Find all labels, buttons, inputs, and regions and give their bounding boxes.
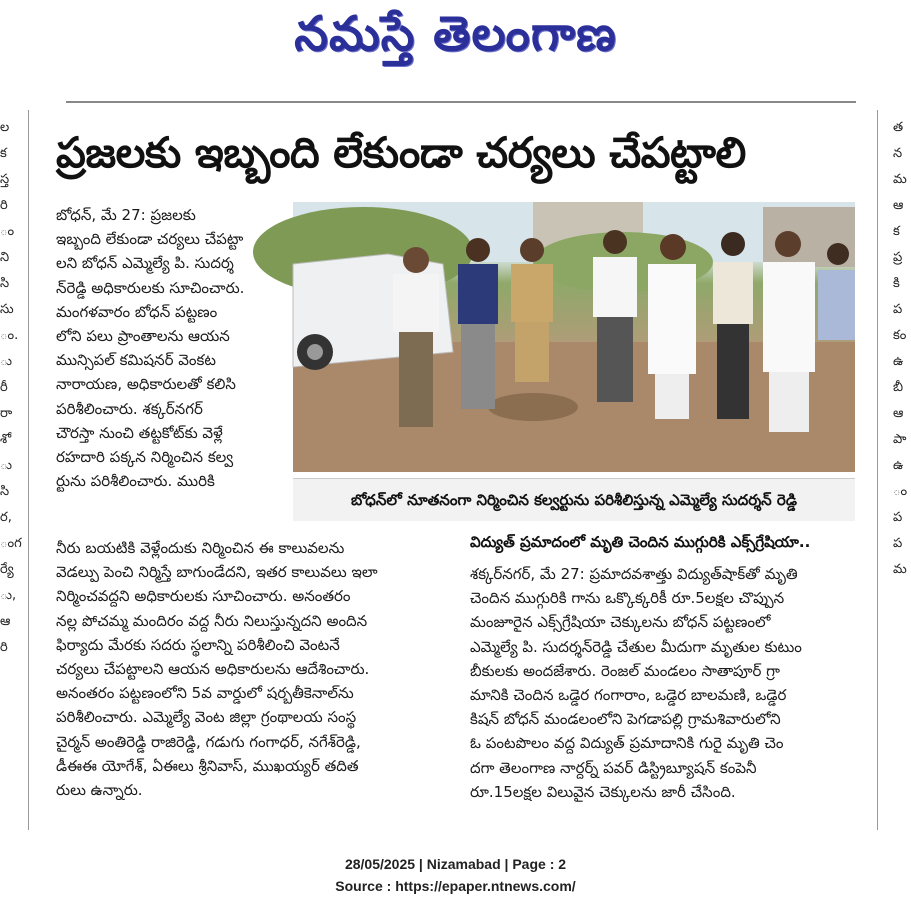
article-body-column [56, 536, 451, 802]
side-article-text-line: మానికి చెందిన ఒడ్డెర గంగారాం, ఒడ్డెర బాలమణి, ఒడ్డెర [470, 686, 787, 705]
fragment-text-line: సి [0, 484, 10, 499]
fragment-text-line: ర్యే [0, 562, 14, 577]
fragment-text-line: ప [893, 302, 903, 317]
fragment-text-line: ు [0, 458, 13, 473]
fragment-text-line: ు [0, 354, 13, 369]
fragment-text-line: రా [0, 406, 13, 421]
side-article-text-line: బీకులకు అందజేశారు. రెంజల్ మండలం సాతాపూర్ గ్రా [470, 661, 780, 680]
fragment-text-line: ప [893, 510, 903, 525]
article-text-line: లని బోధన్ ఎమ్మెల్యే పి. సుదర్శ [56, 254, 234, 273]
adjacent-article-right-fragment [893, 115, 911, 835]
fragment-text-line: న [893, 146, 903, 161]
fragment-text-line: కం [893, 328, 907, 343]
article-photo [293, 202, 855, 472]
side-article-body [470, 562, 862, 804]
fragment-text-line: ఆ [0, 614, 11, 629]
fragment-text-line: క [0, 146, 7, 161]
fragment-text-line: ల [0, 120, 10, 135]
side-article-text-line: చెందిన ముగ్గురికి గాను ఒక్కొక్కరికీ రూ.5లక్షల చొప్పున [470, 589, 785, 608]
article-text-line: రులు ఉన్నారు. [56, 781, 143, 800]
masthead [0, 0, 911, 80]
fragment-text-line: రీ [0, 380, 8, 395]
article-text-line: పరిశీలించారు. ఎమ్మెల్యే వెంట జిల్లా గ్రంథాలయ సంస్థ [56, 708, 357, 727]
fragment-text-line: ఆ [893, 198, 904, 213]
article-text-line: రహదారి పక్కన నిర్మించిన కల్వ [56, 448, 234, 467]
fragment-text-line: త [893, 120, 904, 135]
fragment-text-line: బీ [893, 380, 904, 395]
fragment-text-line: సు [0, 302, 14, 317]
fragment-text-line: ని [0, 250, 10, 265]
side-article-text-line: శక్కర్‌నగర్, మే 27: ప్రమాదవశాత్తు విద్యుత్‌షాక్‌తో మృతి [470, 565, 798, 583]
fragment-text-line: క [893, 224, 900, 239]
fragment-text-line: ం. [0, 328, 19, 343]
article-text-line: వెడల్పు పెంచి నిర్మిస్తే బాగుండేదని, ఇతర కాలువలు ఇలా [56, 563, 378, 582]
fragment-text-line: ఉ [893, 458, 904, 473]
fragment-text-line: ప్ర [893, 250, 903, 265]
fragment-text-line: ఆ [893, 406, 904, 421]
side-article-text-line: రూ.15లక్షల విలువైన చెక్కులను జారీ చేసింది. [470, 782, 736, 801]
left-column-divider [28, 110, 29, 830]
adjacent-article-left-fragment [0, 115, 22, 835]
fragment-text-line: రి [0, 198, 8, 213]
newspaper-logo: నమస్తే తెలంగాణ [294, 6, 617, 62]
source-link[interactable]: Source : https://epaper.ntnews.com/ [335, 878, 576, 894]
fragment-text-line: కి [893, 276, 900, 291]
article-text-line: నల్ల పోచమ్మ మందిరం వద్ద నీరు నిలుస్తున్నదని అందిన [56, 611, 368, 630]
page-footer [0, 853, 911, 897]
fragment-text-line: ఉ [893, 354, 904, 369]
article-text-line: నీరు బయటికి వెళ్లేందుకు నిర్మించిన ఈ కాలువలను [56, 539, 345, 557]
article-text-line: పరిశీలించారు. శక్కర్‌నగర్ [56, 399, 203, 418]
article-text-line: అనంతరం పట్టణంలోని 5వ వార్డులో షర్బతీకెనాల్‌ను [56, 684, 354, 703]
fragment-text-line: శో [0, 432, 12, 447]
fragment-text-line: ం [0, 224, 15, 239]
fragment-text-line: ు, [0, 588, 17, 603]
article-headline: ప్రజలకు ఇబ్బంది లేకుండా చర్యలు చేపట్టాలి [56, 128, 746, 177]
article-text-line: ఇబ్బంది లేకుండా చర్యలు చేపట్టా [56, 230, 244, 249]
article-lead-column [56, 203, 284, 493]
side-article-text-line: మంజూరైన ఎక్స్‌గ్రేషియా చెక్కులను బోధన్ పట్టణంలో [470, 613, 771, 632]
article-text-line: ఫిర్యాదు మేరకు సదరు స్థలాన్ని పరిశీలించి వెంటనే [56, 635, 340, 654]
header-rule [66, 101, 856, 103]
fragment-text-line: స్త [0, 172, 10, 187]
fragment-text-line: సి [0, 276, 10, 291]
side-article-text-line: దగా తెలంగాణ నార్దర్న్ పవర్ డిస్ట్రిబ్యూషన్ కంపెనీ [470, 758, 757, 777]
article-text-line: చర్యలు చేపట్టాలని ఆయన అధికారులను ఆదేశించారు. [56, 660, 370, 679]
article-text-line: ర్టును పరిశీలించారు. మురికి [56, 472, 215, 491]
article-text-line: మున్సిపల్ కమిషనర్ వెంకట [56, 351, 216, 370]
article-text-line: చైర్మన్ అంతిరెడ్డి రాజిరెడ్డి, గడుగు గంగాధర్, నగేశ్‌రెడ్డి, [56, 732, 361, 751]
photo-illustration [293, 202, 855, 472]
side-article-headline: విద్యుత్ ప్రమాదంలో మృతి చెందిన ముగ్గురికి ఎక్స్‌గ్రేషియా.. [470, 533, 811, 551]
side-article-text-line: ఓ పంటపొలం వద్ద విద్యుత్ ప్రమాదానికి గురై మృతి చెం [470, 734, 784, 753]
edition-info: 28/05/2025 | Nizamabad | Page : 2 [344, 856, 567, 872]
right-column-divider [877, 110, 878, 830]
fragment-text-line: మ [893, 172, 907, 187]
fragment-text-line: మ [893, 562, 907, 577]
side-article-text-line: ఎమ్మెల్యే పి. సుదర్శన్‌రెడ్డి చేతుల మీదుగా మృతుల కుటుం [470, 637, 802, 656]
fragment-text-line: ర, [0, 510, 12, 525]
article-text-line: నారాయణ, అధికారులతో కలిసి [56, 375, 236, 394]
fragment-text-line: ం [893, 484, 908, 499]
fragment-text-line: రి [0, 640, 8, 655]
photo-caption: బోధన్‌లో నూతనంగా నిర్మించిన కల్వర్టును పరిశీలిస్తున్న ఎమ్మెల్యే సుదర్శన్ రెడ్డి [293, 478, 855, 521]
article-text-line: నిర్మించవద్దని అధికారులకు సూచించారు. అనంతరం [56, 587, 351, 606]
article-text-line: న్‌రెడ్డి అధికారులకు సూచించారు. [56, 278, 245, 297]
article-text-line: డీఈఈ యోగేశ్, ఏఈలు శ్రీనివాస్, ముఖయ్యర్ తదిత [56, 756, 359, 775]
article-text-line: చౌరస్తా నుంచి తట్టకోట్‌కు వెళ్లే [56, 423, 223, 442]
article-text-line: మంగళవారం బోధన్ పట్టణం [56, 302, 218, 321]
article-text-line: లోని పలు ప్రాంతాలను ఆయన [56, 327, 230, 346]
article-text-line: బోధన్, మే 27: ప్రజలకు [56, 206, 196, 224]
fragment-text-line: పా [893, 432, 907, 447]
side-article-text-line: కిషన్ బోధన్ మండలంలోని పెగడాపల్లి గ్రామశివారులోని [470, 710, 781, 729]
fragment-text-line: ప [893, 536, 903, 551]
fragment-text-line: ంగ [0, 536, 22, 551]
